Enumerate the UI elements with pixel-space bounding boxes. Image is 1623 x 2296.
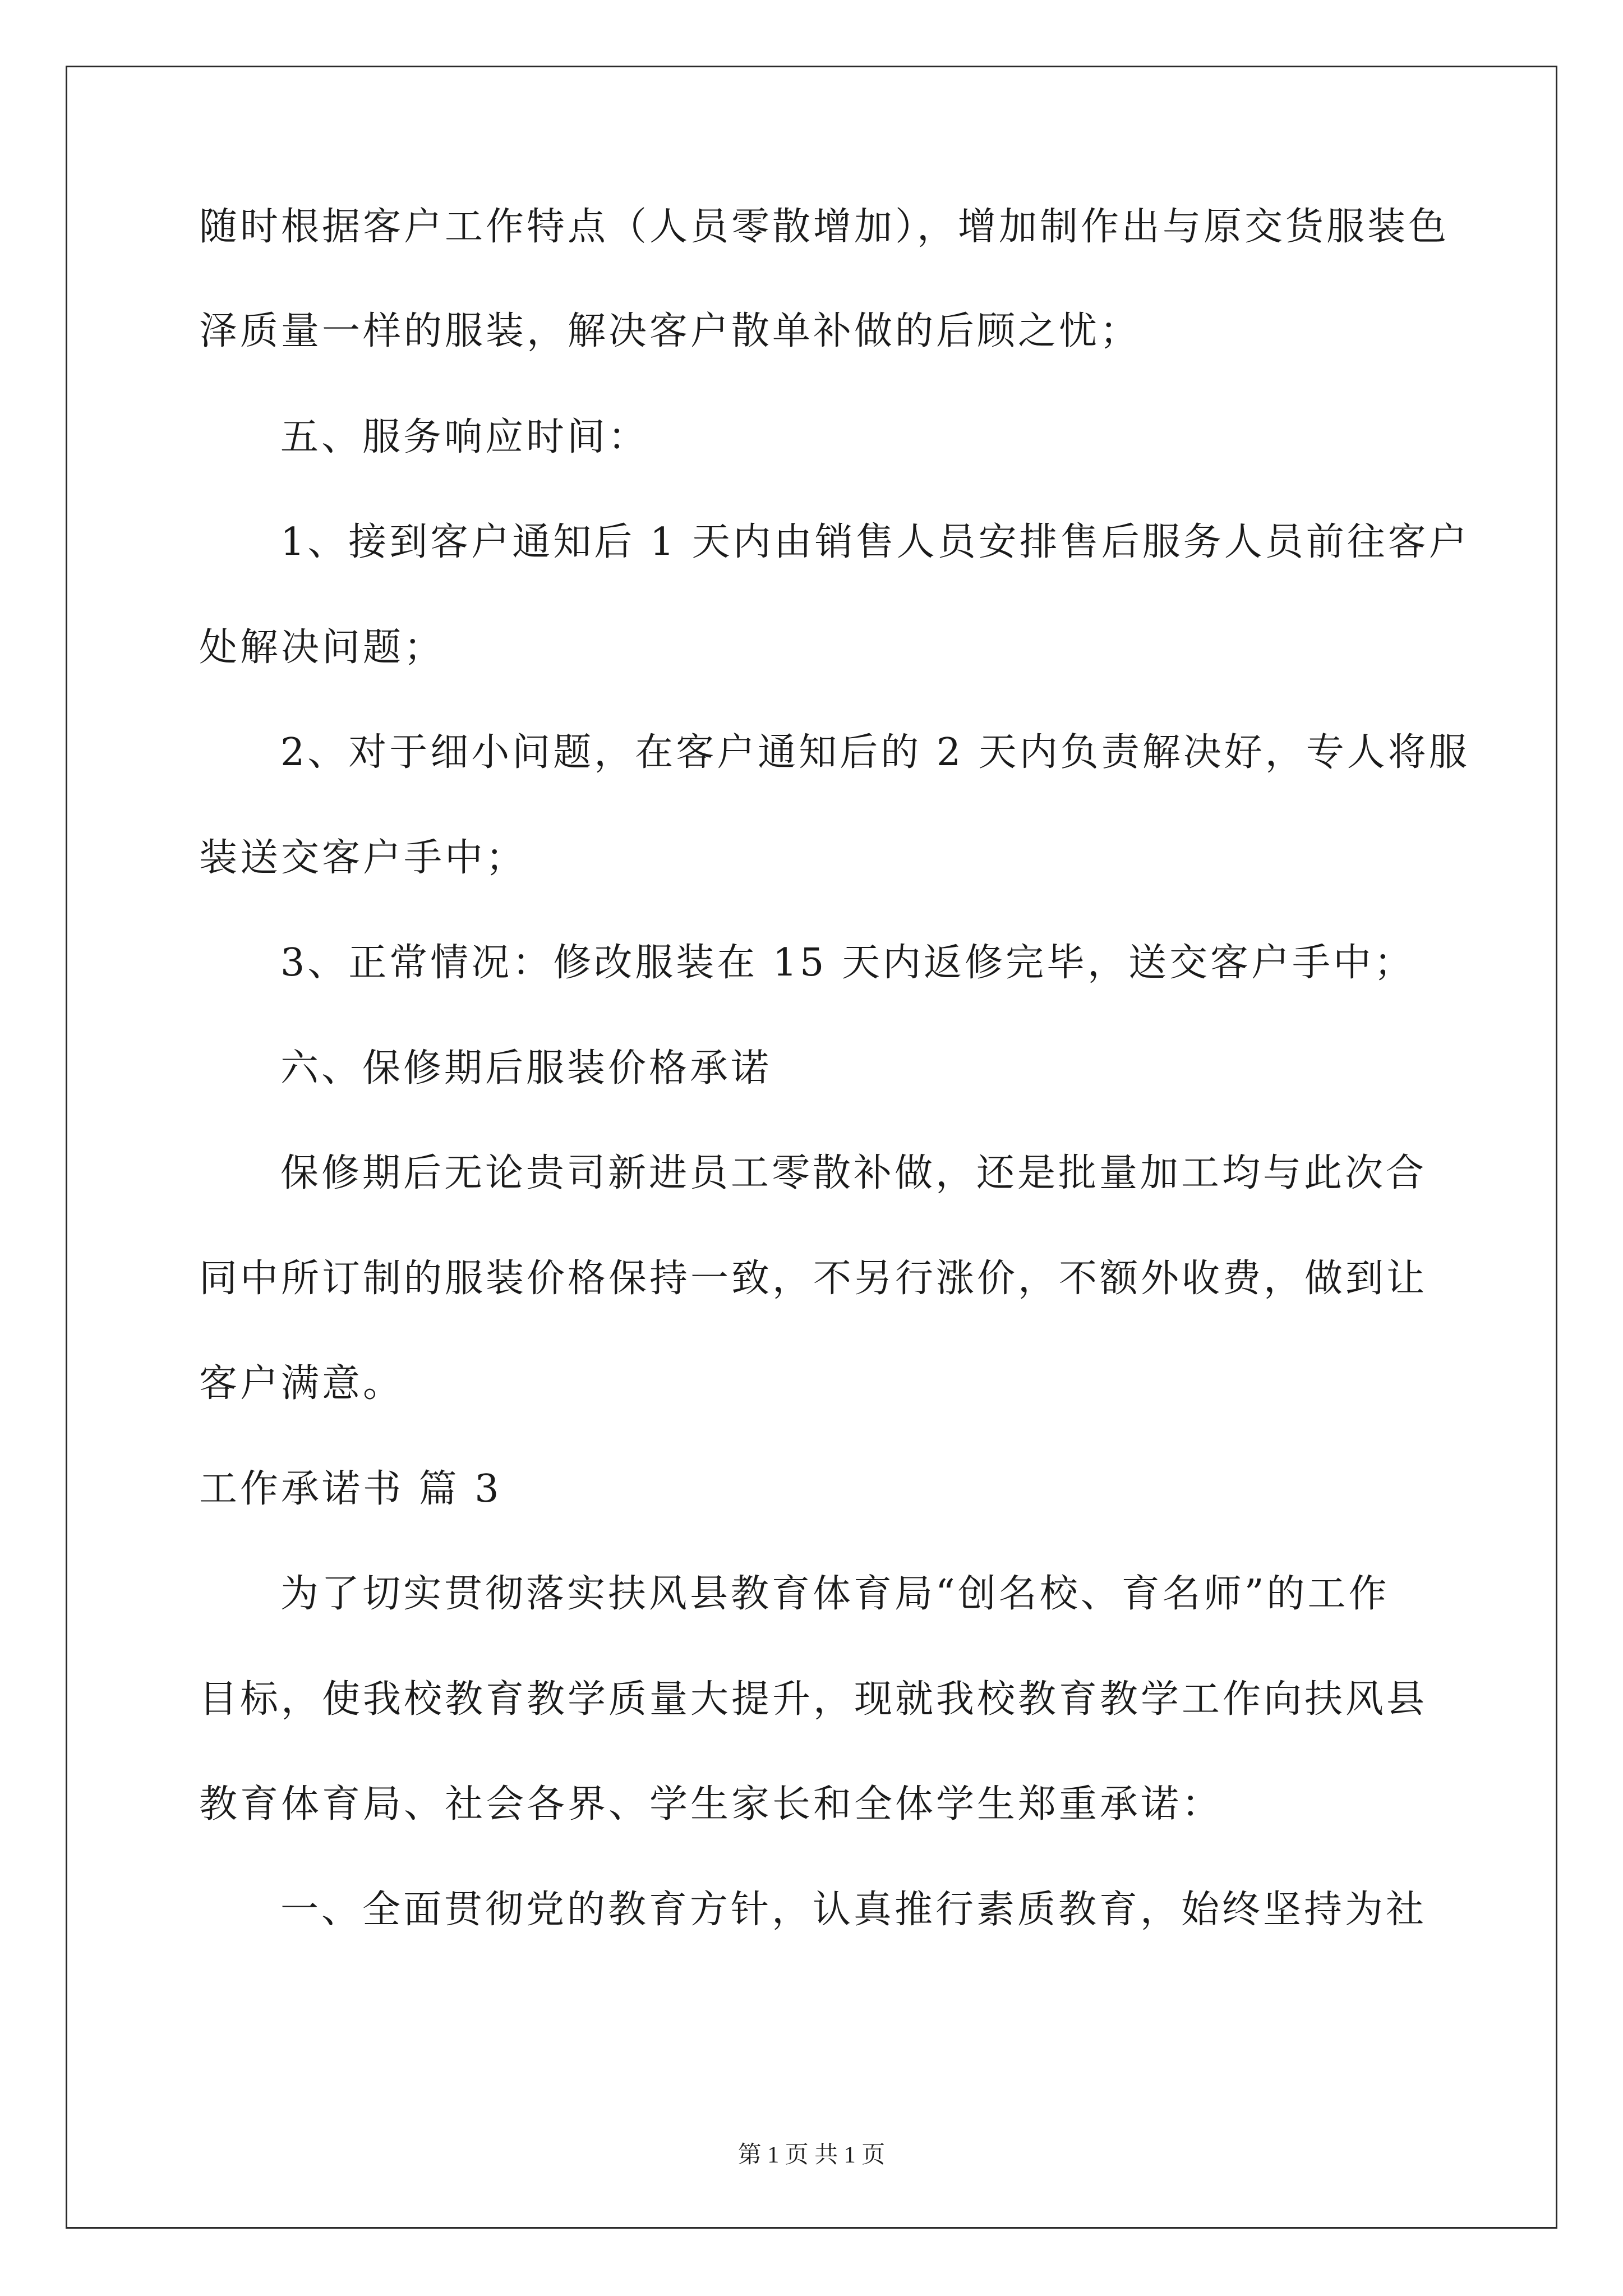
section-heading: 五、服务响应时间：: [280, 415, 649, 459]
document-title: 工作承诺书 篇 3: [199, 1467, 502, 1511]
list-item: 1、接到客户通知后 1 天内由销售人员安排售后服务人员前往客户: [280, 520, 1470, 564]
paragraph-line: 保修期后无论贵司新进员工零散补做，还是批量加工均与此次合: [280, 1151, 1427, 1195]
text-line: 教育体育局、社会各界、学生家长和全体学生郑重承诺：: [199, 1782, 1223, 1826]
text-line: 装送交客户手中；: [199, 836, 527, 880]
section-heading: 六、保修期后服装价格承诺: [280, 1046, 772, 1091]
list-item: 2、对于细小问题，在客户通知后的 2 天内负责解决好，专人将服: [280, 730, 1470, 775]
paragraph-line: 为了切实贯彻落实扶风县教育体育局“创名校、育名师”的工作: [280, 1572, 1390, 1616]
text-line: 泽质量一样的服装，解决客户散单补做的后顾之忧；: [199, 309, 1141, 353]
text-line: 处解决问题；: [199, 625, 445, 670]
list-item: 3、正常情况：修改服装在 15 天内返修完毕，送交客户手中；: [280, 941, 1415, 985]
text-line: 同中所订制的服装价格保持一致，不另行涨价，不额外收费，做到让: [199, 1257, 1428, 1301]
page-number: 第 1 页 共 1 页: [737, 2142, 886, 2168]
section-heading: 一、全面贯彻党的教育方针，认真推行素质教育，始终坚持为社: [280, 1888, 1427, 1932]
text-line: 客户满意。: [199, 1361, 404, 1406]
text-line: 随时根据客户工作特点（人员零散增加），增加制作出与原交货服装色: [199, 205, 1450, 249]
text-line: 目标，使我校教育教学质量大提升，现就我校教育教学工作向扶风县: [199, 1677, 1428, 1722]
